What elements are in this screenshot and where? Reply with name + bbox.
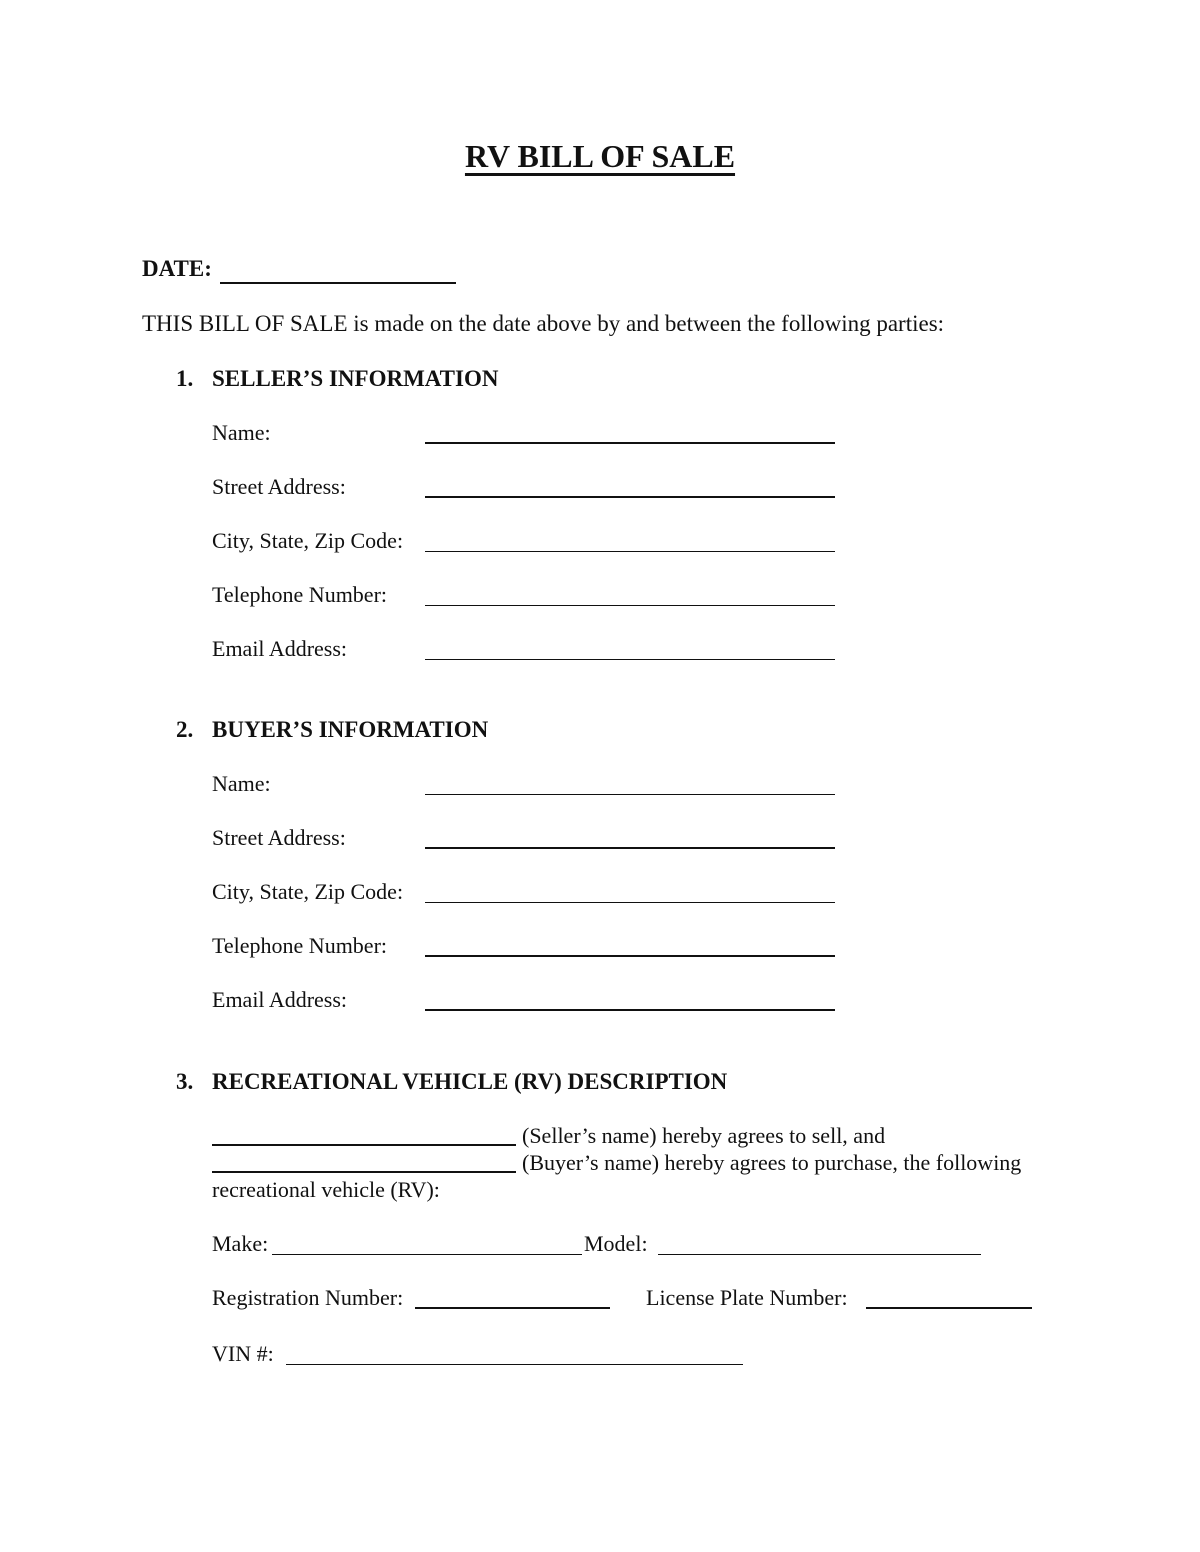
date-field[interactable] [220,282,456,284]
seller-agreement-text: (Seller’s name) hereby agrees to sell, and [522,1123,886,1148]
intro-text: THIS BILL OF SALE is made on the date above by and between the following parties: [142,311,945,336]
seller-name-field[interactable] [425,442,835,444]
section-2-number: 2. [176,717,194,742]
seller-email-label: Email Address: [212,636,348,661]
buyer-name-field[interactable] [425,794,835,795]
model-field[interactable] [658,1254,981,1255]
section-1-number: 1. [176,366,194,391]
date-label: DATE: [142,256,212,281]
make-field[interactable] [272,1254,582,1255]
seller-name-blank[interactable] [212,1144,516,1146]
buyer-city-label: City, State, Zip Code: [212,879,404,904]
buyer-name-blank[interactable] [212,1171,516,1173]
vin-field[interactable] [286,1364,743,1365]
section-3-number: 3. [176,1069,194,1094]
seller-name-label: Name: [212,420,271,445]
seller-phone-field[interactable] [425,605,835,606]
registration-field[interactable] [415,1307,610,1309]
buyer-city-field[interactable] [425,902,835,903]
rv-continued-text: recreational vehicle (RV): [212,1177,440,1202]
buyer-email-field[interactable] [425,1009,835,1011]
buyer-phone-field[interactable] [425,955,835,957]
license-plate-label: License Plate Number: [646,1285,848,1310]
seller-city-field[interactable] [425,551,835,552]
seller-phone-label: Telephone Number: [212,582,388,607]
seller-city-label: City, State, Zip Code: [212,528,404,553]
seller-street-field[interactable] [425,496,835,498]
model-label: Model: [584,1231,648,1256]
registration-label: Registration Number: [212,1285,404,1310]
buyer-name-label: Name: [212,771,271,796]
license-plate-field[interactable] [866,1307,1032,1309]
section-1-heading: SELLER’S INFORMATION [212,366,499,391]
vin-label: VIN #: [212,1341,274,1366]
buyer-email-label: Email Address: [212,987,348,1012]
buyer-street-field[interactable] [425,847,835,849]
buyer-agreement-text: (Buyer’s name) hereby agrees to purchase, the following [522,1150,1022,1175]
section-3-heading: RECREATIONAL VEHICLE (RV) DESCRIPTION [212,1069,728,1094]
seller-email-field[interactable] [425,659,835,660]
buyer-street-label: Street Address: [212,825,346,850]
make-label: Make: [212,1231,269,1256]
buyer-phone-label: Telephone Number: [212,933,388,958]
page-title: RV BILL OF SALE [464,138,736,174]
seller-street-label: Street Address: [212,474,346,499]
section-2-heading: BUYER’S INFORMATION [212,717,489,742]
